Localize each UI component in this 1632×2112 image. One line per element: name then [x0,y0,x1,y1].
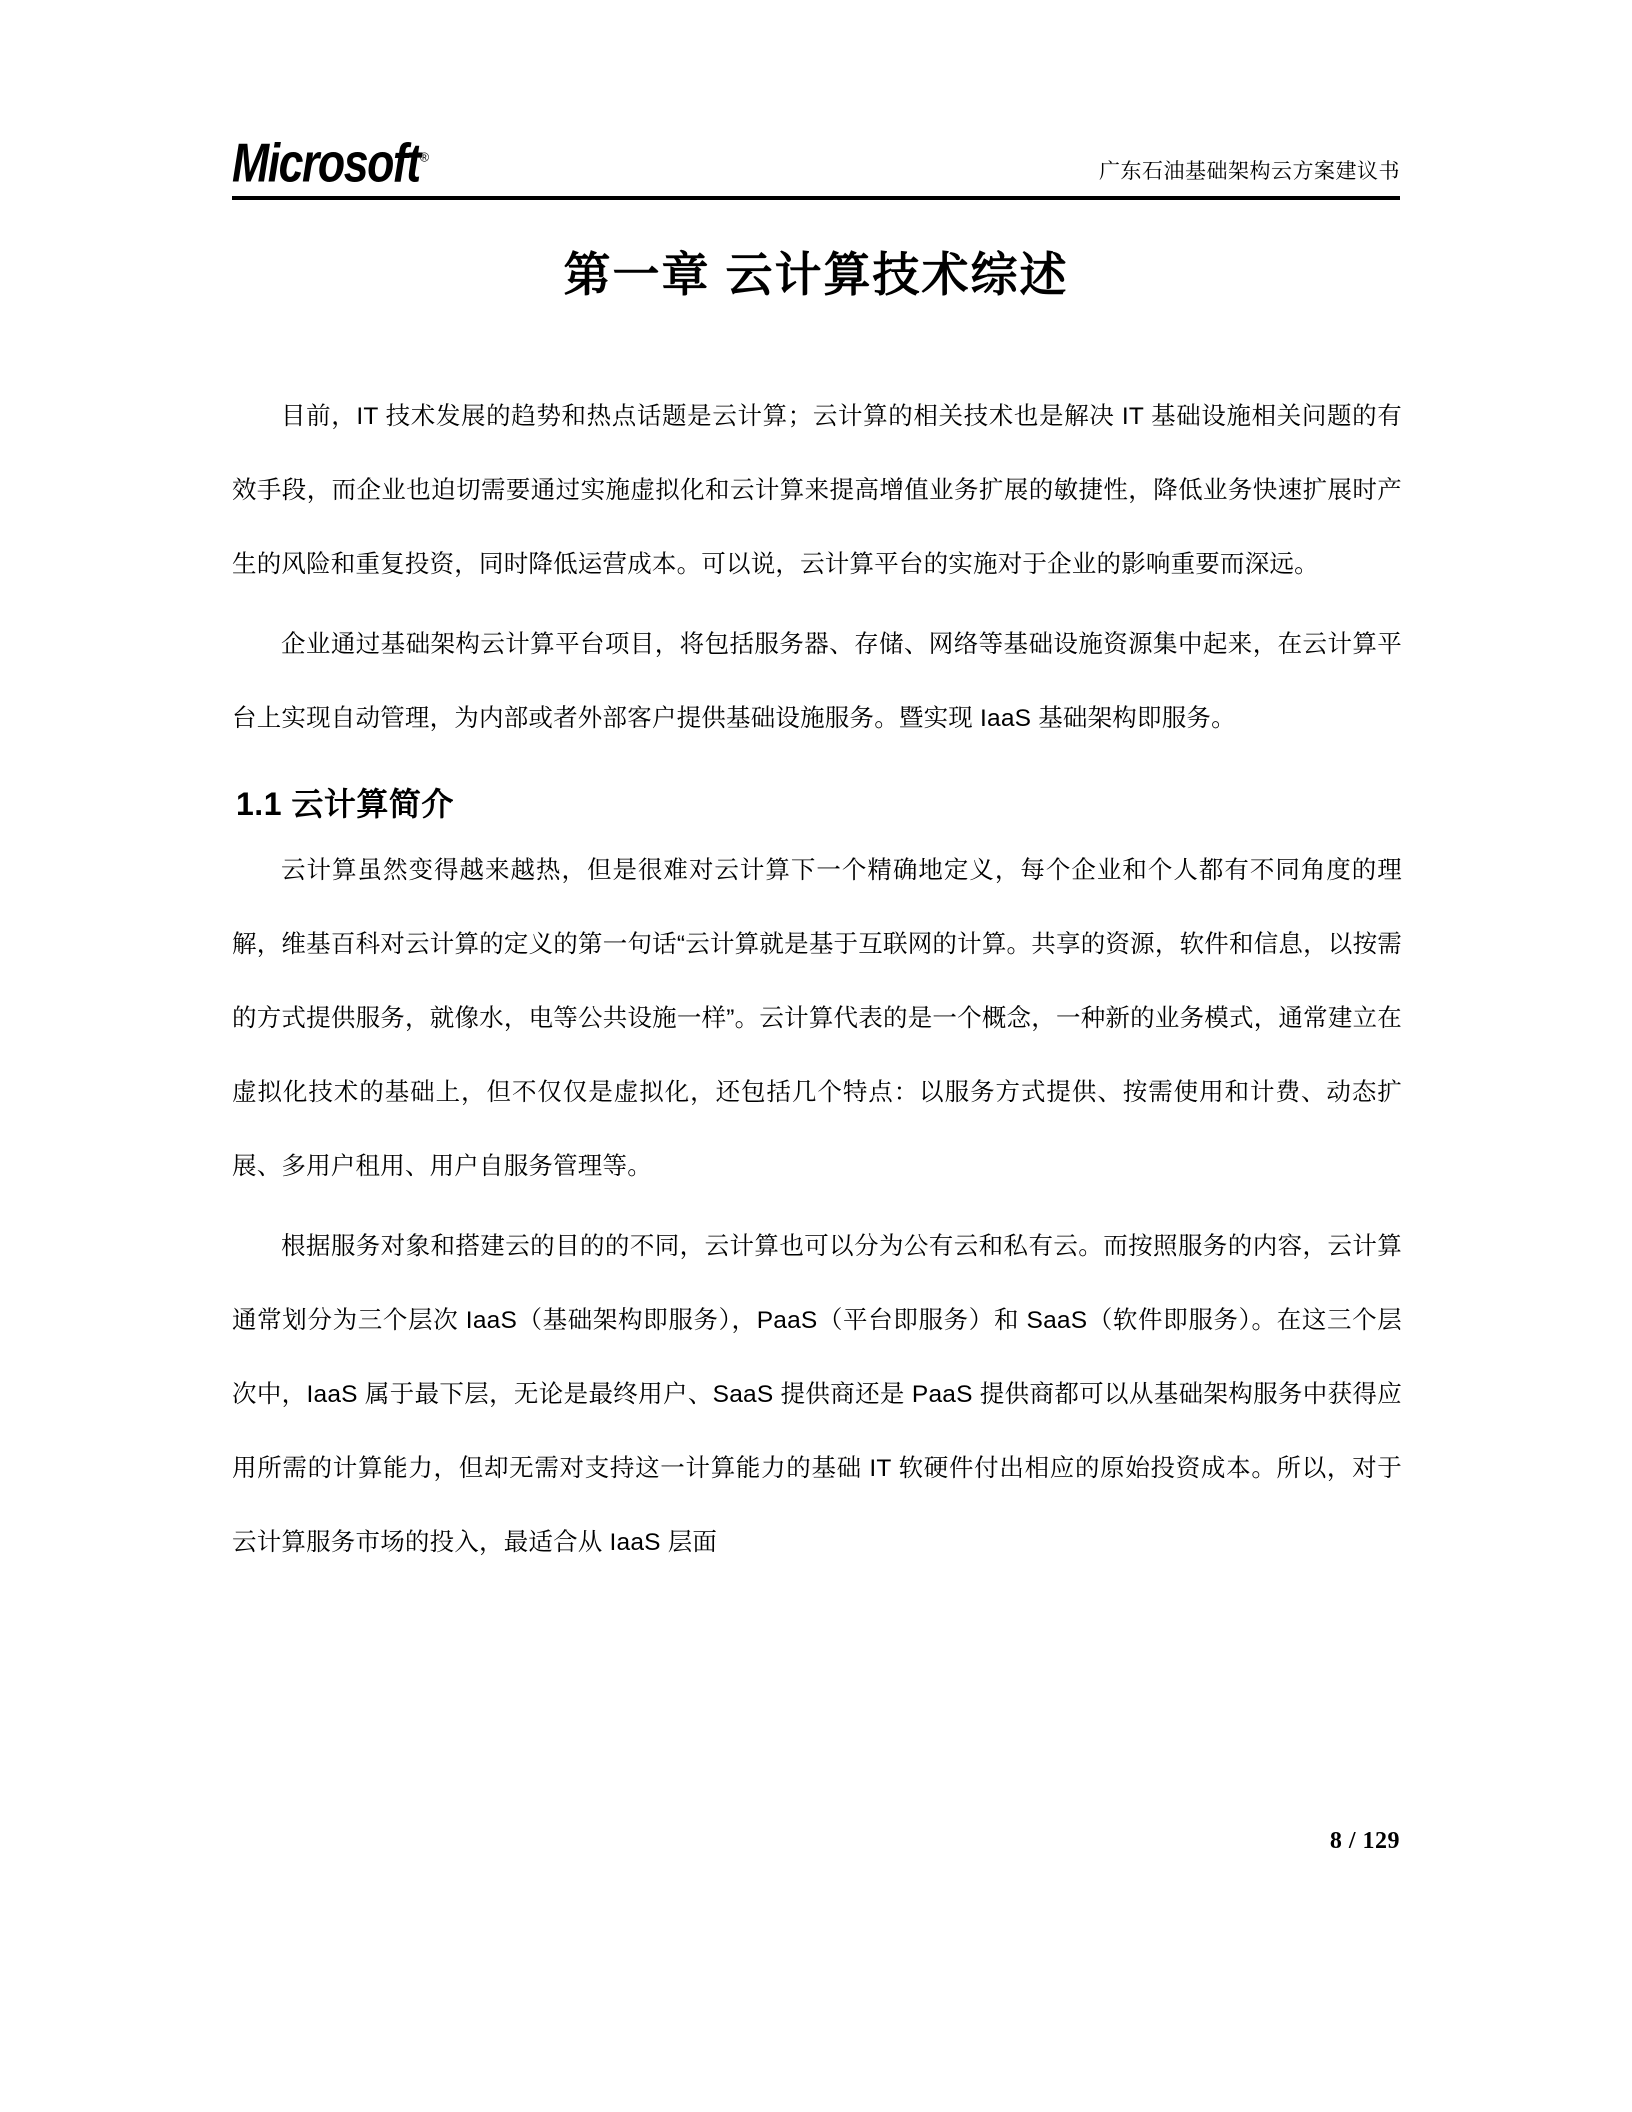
microsoft-logo [232,131,430,194]
section-heading-1-1: 1.1 云计算简介 [236,786,454,822]
intro-paragraph-1: 目前，IT 技术发展的趋势和热点话题是云计算；云计算的相关技术也是解决 IT 基础设施相关问题的有效手段，而企业也迫切需要通过实施虚拟化和云计算来提高增值业务扩展的敏捷性，降低业务快速扩展时产生的风险和重复投资，同时降低运营成本。可以说，云计算平台的实施对于企业的影响重要而深远。 [232,403,1402,578]
header-document-title: 广东石油基础架构云方案建议书 [1099,160,1400,183]
chapter-title: 第一章 云计算技术综述 [563,248,1069,302]
section-paragraph-1: 云计算虽然变得越来越热，但是很难对云计算下一个精确地定义，每个企业和个人都有不同角度的理解，维基百科对云计算的定义的第一句话“云计算就是基于互联网的计算。共享的资源，软件和信息，以按需的方式提供服务，就像水，电等公共设施一样”。云计算代表的是一个概念，一种新的业务模式，通常建立在虚拟化技术的基础上，但不仅仅是虚拟化，还包括几个特点：以服务方式提供、按需使用和计费、动态扩展、多用户租用、用户自服务管理等。 [232,857,1402,1180]
page-header [232,112,1400,192]
microsoft-logo-text: Microsoft [232,131,420,194]
intro-paragraph-2: 企业通过基础架构云计算平台项目，将包括服务器、存储、网络等基础设施资源集中起来，在云计算平台上实现自动管理，为内部或者外部客户提供基础设施服务。暨实现 IaaS 基础架构即服务。 [232,631,1402,732]
header-divider [232,196,1400,200]
registered-trademark-icon: ® [419,149,430,165]
page-number: 8 / 129 [1329,1828,1400,1854]
document-body [232,380,1402,1580]
page-footer [232,1828,1400,1855]
section-paragraph-2: 根据服务对象和搭建云的目的的不同，云计算也可以分为公有云和私有云。而按照服务的内容，云计算通常划分为三个层次 IaaS（基础架构即服务），PaaS（平台即服务）和 SaaS（软件即服务）。在这三个层次中，IaaS 属于最下层，无论是最终用户、SaaS 提供商还是 PaaS 提供商都可以从基础架构服务中获得应用所需的计算能力，但却无需对支持这一计算能力的基础 IT 软硬件付出相应的原始投资成本。所以，对于云计算服务市场的投入，最适合从 IaaS 层面 [232,1233,1402,1556]
